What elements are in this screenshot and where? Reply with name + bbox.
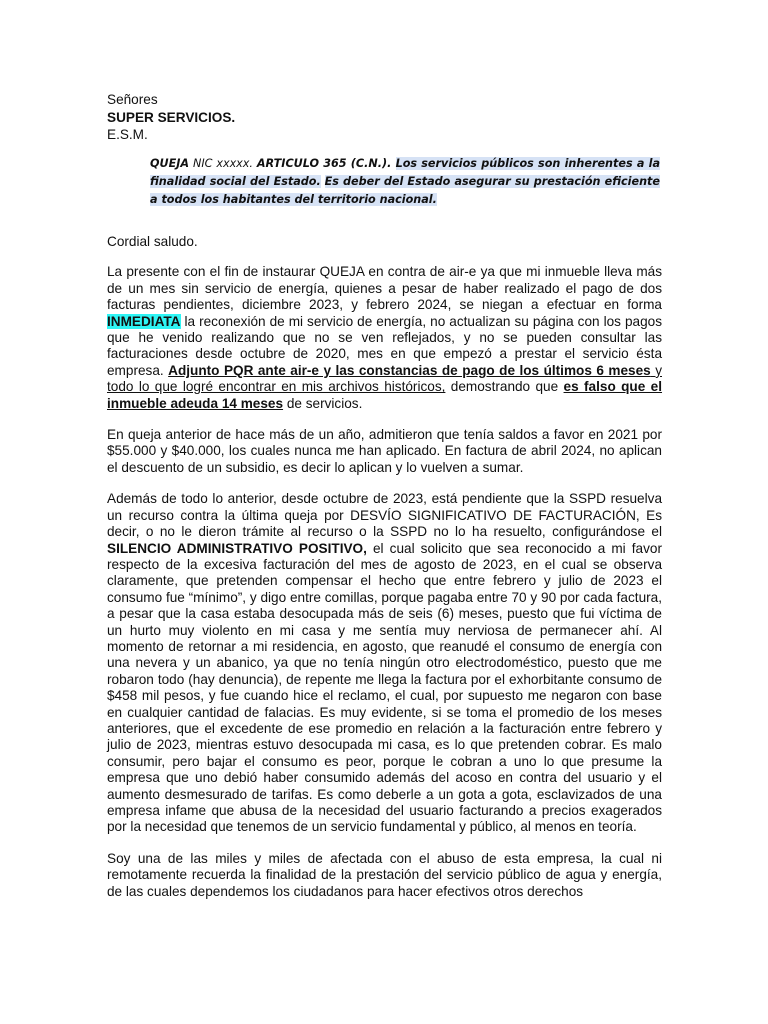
greeting: Cordial saludo. (107, 234, 198, 249)
p1-bold-underline-2: es falso que el inmueble adeuda 14 meses (107, 379, 663, 411)
recipient-esm: E.S.M. (107, 127, 148, 142)
paragraph-2: En queja anterior de hace más de un año, admitieron que tenía saldos a favor en 2021 por $55.000 y $40.000, los cuales nunca me han aplicado. En factura de abril 2024, no aplican el descuento de un subsidio, es decir lo aplican y lo vuelven a sumar. (107, 427, 662, 475)
paragraph-1 (107, 264, 662, 412)
p1-underline-1: y todo lo que logré encontrar en mis archivos históricos, (107, 362, 662, 395)
quote-highlight-2: Es deber del Estado asegurar su prestación eficiente a todos los habitantes del territorio nacional. (150, 175, 660, 207)
p3-text-a: Además de todo lo anterior, desde octubre de 2023, está pendiente que la SSPD resuelva un recurso contra la última queja por DESVÍO SIGNIFICATIVO DE FACTURACIÓN, Es decir, o no le dieron trámite al recurso o la SSPD no lo ha resuelto, configurándose el (107, 491, 662, 540)
recipient-block (107, 91, 235, 144)
queja-label: QUEJA (150, 157, 190, 170)
p1-text-c: demostrando que (445, 379, 564, 395)
p1-text-d: de servicios. (283, 395, 363, 411)
quote-highlight-1: Los servicios públicos son inherentes a la finalidad social del Estado. (150, 157, 660, 189)
recipient-name: SUPER SERVICIOS. (107, 109, 236, 125)
p1-text-a: La presente con el fin de instaurar QUEJA en contra de air-e ya que mi inmueble lleva más de un mes sin servicio de energía, quienes a pesar de haber realizado el pago de dos facturas pendientes, diciembre 2023, y febrero 2024, se niegan a efectuar en forma (107, 264, 662, 313)
nic-label: NIC xxxxx. (189, 157, 257, 170)
recipient-salutation: Señores (107, 92, 158, 107)
paragraph-3 (107, 491, 662, 836)
p3-text-b: el cual solicito que sea reconocido a mi favor respecto de la excesiva facturación del mes de agosto de 2023, en el cual se observa claramente, que pretenden compensar el hecho que entre febrero y julio de 2023 el consumo fue “mínimo”, y digo entre comillas, porque pagaba entre 70 y 90 por cada factura, a pesar que la casa estaba desocupada más de seis (6) meses, puesto que fui víctima de un hurto muy violento en mi casa y me sentía muy nerviosa de permanecer ahí. Al momento de retornar a mi residencia, en agosto, que reanudé el consumo de energía con una nevera y un abanico, ya que no tenía ningún otro electrodoméstico, puesto que me robaron todo (hay denuncia), de repente me llega la factura por el exhorbitante consumo de $458 mil pesos, y fue cuando hice el reclamo, el cual, por supuesto me negaron con base en cualquier cantidad de falacias. Es muy evidente, si se toma el promedio de los meses anteriores, que el excedente de ese promedio en relación a la facturación entre febrero y julio de 2023, mientras estuvo desocupada mi casa, es lo que pretenden cobrar. Es malo consumir, pero bajar el consumo es peor, porque le cobran a uno lo que presume la empresa que uno debió haber consumido además del acoso en contra del usuario y el aumento desmesurado de tarifas. Es como deberle a un gota a gota, esclavizados de una empresa infame que abusa de la necesidad del usuario facturando a precios exagerados por la necesidad que tenemos de un servicio fundamental y público, al menos en teoría. (107, 540, 662, 835)
articulo-label: ARTICULO 365 (C.N.). (256, 157, 396, 170)
p1-bold-underline-1: Adjunto PQR ante air-e y las constancias de pago de los últimos 6 meses (168, 362, 651, 378)
p3-bold: SILENCIO ADMINISTRATIVO POSITIVO, (107, 540, 367, 556)
letter-body (107, 234, 662, 900)
paragraph-4: Soy una de las miles y miles de afectada con el abuso de esta empresa, la cual ni remotamente recuerda la finalidad de la prestación del servicio público de agua y energía, de las cuales dependemos los ciudadanos para hacer efectivos otros derechos (107, 850, 662, 899)
p1-text-b: la reconexión de mi servicio de energía, no actualizan su página con los pagos que he venido realizando que no se ven reflejados, y no se pueden consultar las facturaciones desde octubre de 2020, mes en que empezó a prestar el servicio ésta empresa. (107, 313, 662, 378)
complaint-header-quote (150, 155, 660, 210)
inmediata-highlight: INMEDIATA (107, 313, 181, 329)
quote-space (321, 175, 325, 188)
